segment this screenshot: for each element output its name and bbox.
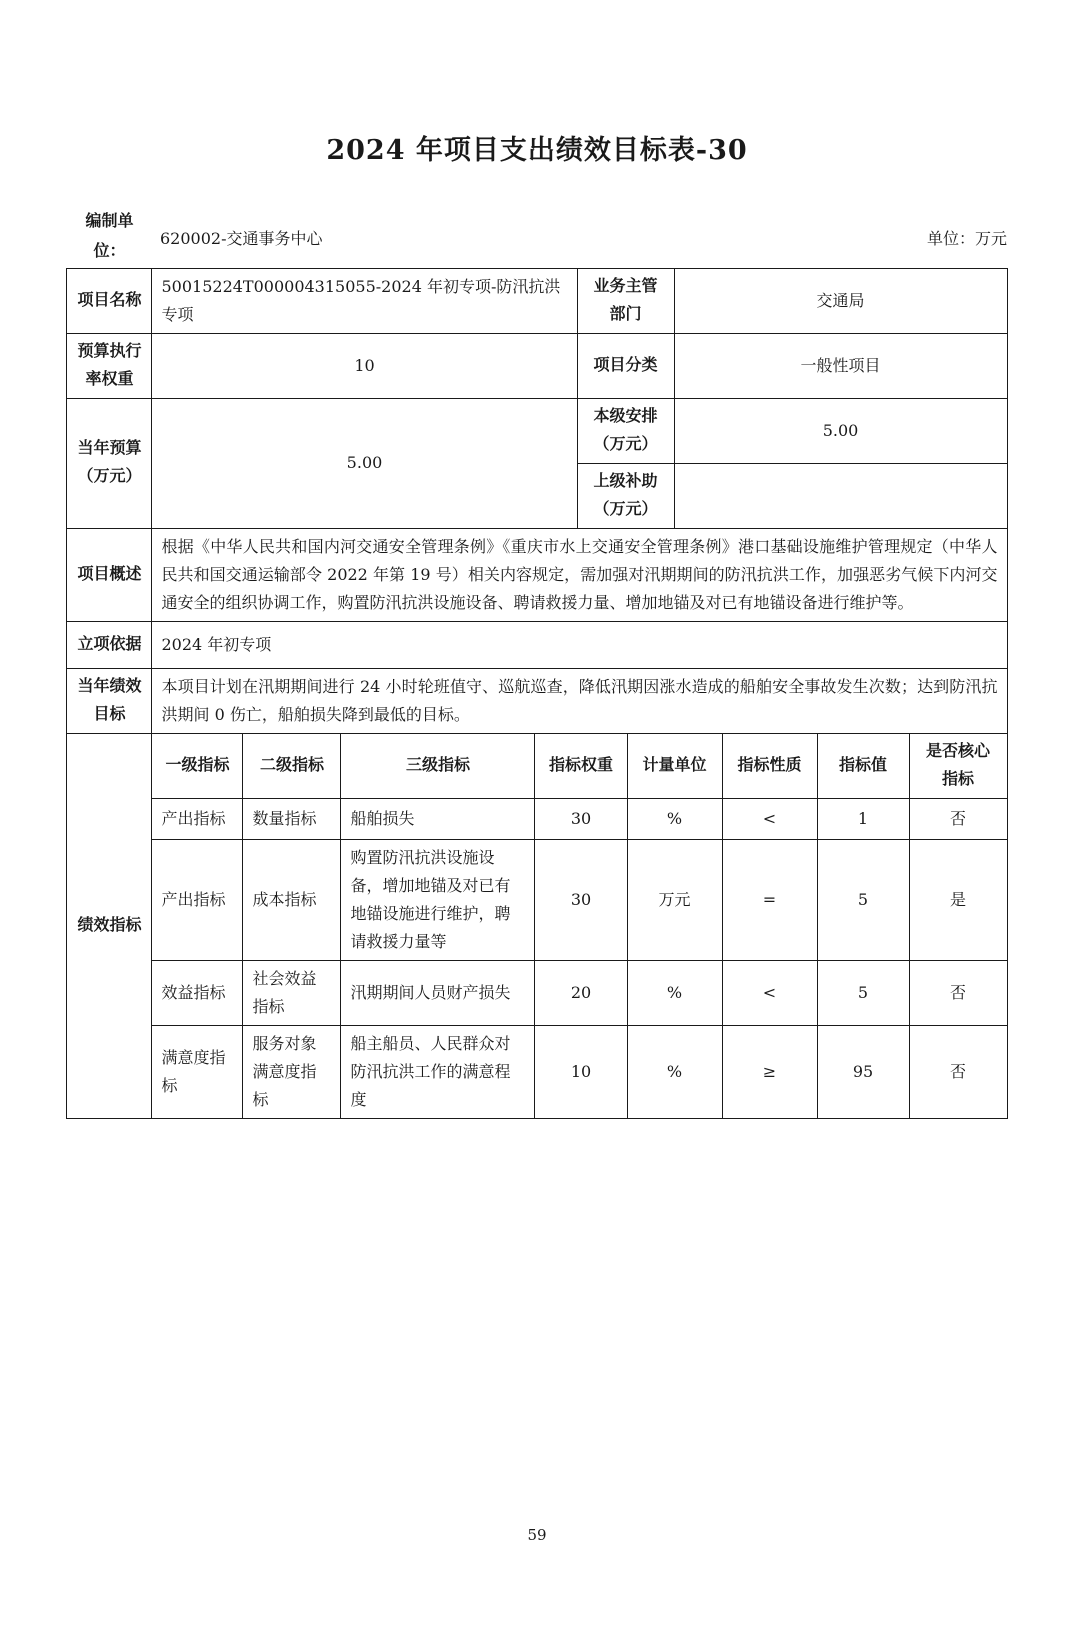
- superior-subsidy-value: [674, 463, 1007, 528]
- indicator-value: 95: [817, 1025, 909, 1118]
- document-page: [0, 128, 1074, 1648]
- indicator-weight: 20: [535, 960, 627, 1025]
- indicator-row: [67, 798, 1007, 839]
- indicator-unit: %: [627, 960, 722, 1025]
- page-number: 59: [527, 1526, 547, 1544]
- indicator-level1: 产出指标: [152, 839, 243, 960]
- indicator-level2: 服务对象满意度指标: [243, 1025, 341, 1118]
- header-level3: 三级指标: [341, 733, 535, 798]
- header-weight: 指标权重: [535, 733, 627, 798]
- prep-unit-value: 620002-交通事务中心: [160, 228, 323, 248]
- indicator-weight: 30: [535, 839, 627, 960]
- indicator-unit: %: [627, 798, 722, 839]
- unit-note: 单位：万元: [926, 228, 1007, 248]
- indicator-level1: 效益指标: [152, 960, 243, 1025]
- basis-value: 2024 年初专项: [152, 621, 1007, 668]
- prep-unit-row: [67, 207, 1007, 268]
- row-annual-budget: [67, 398, 1007, 463]
- dept-value: 交通局: [674, 268, 1007, 333]
- overview-label: 项目概述: [67, 528, 152, 621]
- overview-value: 根据《中华人民共和国内河交通安全管理条例》《重庆市水上交通安全管理条例》港口基础设施维护管理规定（中华人民共和国交通运输部令 2022 年第 19 号）相关内容规定，需加强对汛期期间的防汛抗洪工作，加强恶劣气候下内河交通安全的组织协调工作，购置防汛抗洪设施设备、聘请救援力量、增加地锚及对已有地锚设备进行维护等。: [152, 528, 1007, 621]
- local-arrangement-label: 本级安排（万元）: [577, 398, 674, 463]
- annual-goal-label: 当年绩效目标: [67, 668, 152, 733]
- indicator-weight: 10: [535, 1025, 627, 1118]
- local-arrangement-value: 5.00: [674, 398, 1007, 463]
- project-name-value: 50015224T000004315055-2024 年初专项-防汛抗洪专项: [152, 268, 577, 333]
- indicator-unit: 万元: [627, 839, 722, 960]
- indicator-level3: 购置防汛抗洪设施设备，增加地锚及对已有地锚设施进行维护，聘请救援力量等: [341, 839, 535, 960]
- indicator-nature: =: [722, 839, 817, 960]
- annual-budget-label: 当年预算（万元）: [67, 398, 152, 528]
- project-name-label: 项目名称: [67, 268, 152, 333]
- performance-target-table: [66, 268, 1007, 1119]
- indicator-nature: <: [722, 798, 817, 839]
- indicator-level3: 汛期期间人员财产损失: [341, 960, 535, 1025]
- indicator-core: 是: [909, 839, 1007, 960]
- annual-goal-value: 本项目计划在汛期期间进行 24 小时轮班值守、巡航巡查，降低汛期因涨水造成的船舶安全事故发生次数；达到防汛抗洪期间 0 伤亡，船舶损失降到最低的目标。: [152, 668, 1007, 733]
- indicators-header-row: [67, 733, 1007, 798]
- prep-unit-label: 编制单位：: [85, 213, 134, 261]
- header-unit: 计量单位: [627, 733, 722, 798]
- indicator-core: 否: [909, 798, 1007, 839]
- superior-subsidy-label: 上级补助（万元）: [577, 463, 674, 528]
- indicator-value: 5: [817, 839, 909, 960]
- indicator-row: [67, 1025, 1007, 1118]
- indicator-level2: 成本指标: [243, 839, 341, 960]
- indicator-value: 5: [817, 960, 909, 1025]
- indicator-nature: <: [722, 960, 817, 1025]
- indicator-weight: 30: [535, 798, 627, 839]
- header-nature: 指标性质: [722, 733, 817, 798]
- category-value: 一般性项目: [674, 333, 1007, 398]
- header-value: 指标值: [817, 733, 909, 798]
- indicator-level1: 产出指标: [152, 798, 243, 839]
- indicators-section-label: 绩效指标: [67, 733, 152, 1118]
- indicator-unit: %: [627, 1025, 722, 1118]
- basis-label: 立项依据: [67, 621, 152, 668]
- indicator-row: [67, 839, 1007, 960]
- indicator-level3: 船舶损失: [341, 798, 535, 839]
- budget-exec-weight-label: 预算执行率权重: [67, 333, 152, 398]
- indicator-core: 否: [909, 960, 1007, 1025]
- indicator-nature: ≥: [722, 1025, 817, 1118]
- dept-label: 业务主管部门: [577, 268, 674, 333]
- indicator-value: 1: [817, 798, 909, 839]
- row-project-name: [67, 268, 1007, 333]
- category-label: 项目分类: [577, 333, 674, 398]
- row-budget-weight: [67, 333, 1007, 398]
- indicator-level3: 船主船员、人民群众对防汛抗洪工作的满意程度: [341, 1025, 535, 1118]
- indicator-core: 否: [909, 1025, 1007, 1118]
- indicator-level2: 数量指标: [243, 798, 341, 839]
- annual-budget-value: 5.00: [152, 398, 577, 528]
- row-annual-goal: [67, 668, 1007, 733]
- indicator-level1: 满意度指标: [152, 1025, 243, 1118]
- indicator-level2: 社会效益指标: [243, 960, 341, 1025]
- header-core: 是否核心指标: [909, 733, 1007, 798]
- page-title: 2024 年项目支出绩效目标表-30: [326, 135, 748, 166]
- header-level1: 一级指标: [152, 733, 243, 798]
- header-level2: 二级指标: [243, 733, 341, 798]
- budget-exec-weight-value: 10: [152, 333, 577, 398]
- indicator-row: [67, 960, 1007, 1025]
- row-overview: [67, 528, 1007, 621]
- row-basis: [67, 621, 1007, 668]
